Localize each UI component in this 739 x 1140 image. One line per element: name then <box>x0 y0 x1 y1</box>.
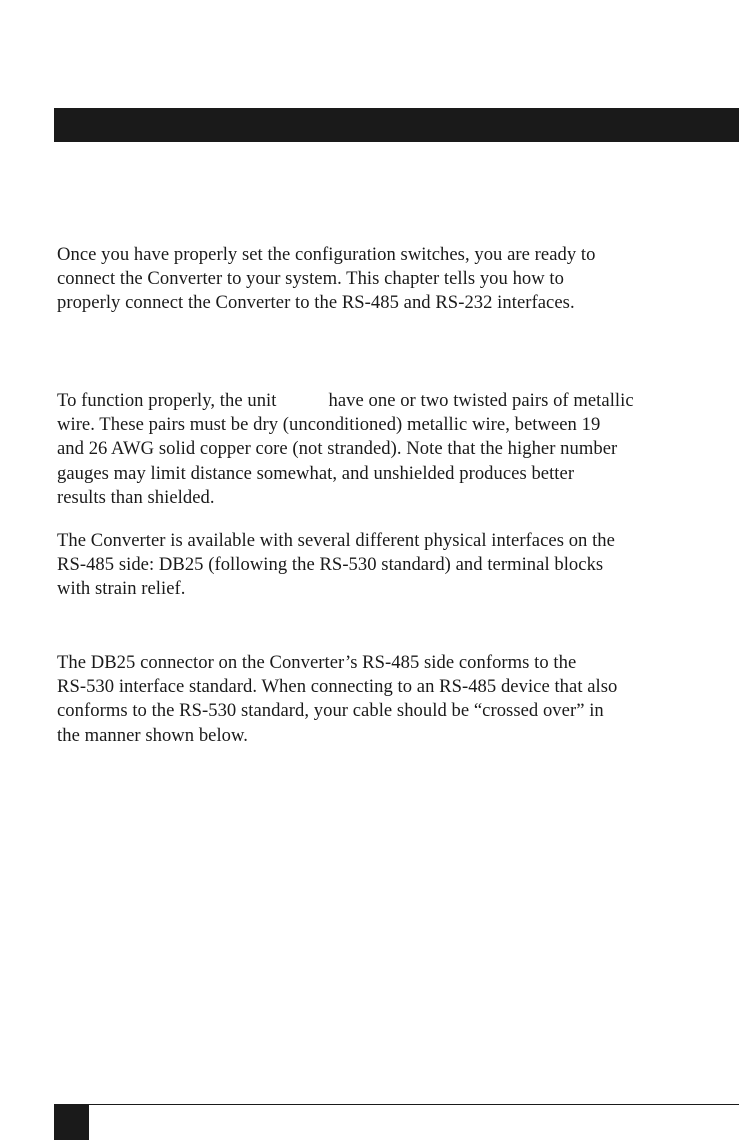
interfaces-paragraph <box>57 529 739 602</box>
footer-rule <box>54 1104 739 1105</box>
footer-page-tab <box>54 1104 89 1140</box>
text-line: connect the Converter to your system. This chapter tells you how to <box>57 268 564 290</box>
text-line: Once you have properly set the configuration switches, you are ready to <box>57 244 596 265</box>
text-line: wire. These pairs must be dry (unconditioned) metallic wire, between 19 <box>57 414 601 436</box>
text-line: RS-530 interface standard. When connecting to an RS-485 device that also <box>57 676 618 698</box>
text-line: The DB25 connector on the Converter’s RS-485 side conforms to the <box>57 652 577 673</box>
intro-paragraph <box>57 243 739 316</box>
db25-paragraph <box>57 651 739 748</box>
text-line: properly connect the Converter to the RS-485 and RS-232 interfaces. <box>57 292 575 314</box>
text-line: gauges may limit distance somewhat, and unshielded produces better <box>57 462 575 484</box>
chapter-header-bar <box>54 108 739 142</box>
text-line: The Converter is available with several different physical interfaces on the <box>57 530 615 551</box>
text-fragment: have one or two twisted pairs of metallic <box>328 390 634 411</box>
wiring-paragraph <box>57 389 739 510</box>
text-line: the manner shown below. <box>57 724 248 746</box>
text-line: RS-485 side: DB25 (following the RS-530 standard) and terminal blocks <box>57 554 604 576</box>
text-line: results than shielded. <box>57 486 215 508</box>
text-line <box>57 389 739 413</box>
text-line: and 26 AWG solid copper core (not stranded). Note that the higher number <box>57 438 618 460</box>
text-fragment: To function properly, the unit <box>57 390 277 411</box>
text-line: with strain relief. <box>57 578 186 600</box>
text-line: conforms to the RS-530 standard, your cable should be “crossed over” in <box>57 700 604 722</box>
